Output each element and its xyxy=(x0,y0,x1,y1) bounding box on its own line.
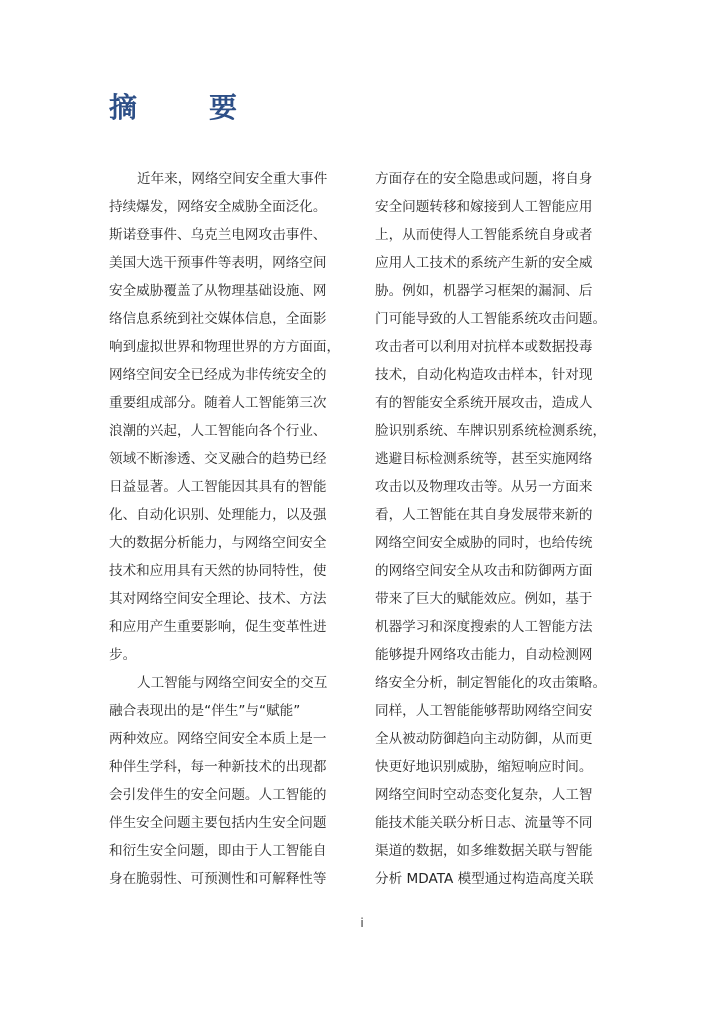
text-line: 攻击以及物理攻击等。从另一方面来 xyxy=(375,479,593,495)
text-line: 渠道的数据，如多维数据关联与智能 xyxy=(375,843,593,859)
page-title: 摘 要 xyxy=(109,91,260,124)
text-line: 和应用产生重要影响，促生变革性进 xyxy=(109,619,327,635)
text-line: 步。 xyxy=(109,647,137,663)
text-line: 日益显著。人工智能因其具有的智能 xyxy=(109,479,327,495)
text-line: 能技术能关联分析日志、流量等不同 xyxy=(375,815,593,831)
text-line: 化、自动化识别、处理能力，以及强 xyxy=(109,507,327,523)
text-line: 伴生安全问题主要包括内生安全问题 xyxy=(109,815,327,831)
text-line: 网络空间安全威胁的同时，也给传统 xyxy=(375,535,593,551)
left-column xyxy=(109,165,352,893)
text-line: 安全问题转移和嫁接到人工智能应用 xyxy=(375,199,593,215)
text-line: 技术和应用具有天然的协同特性，使 xyxy=(109,563,327,579)
text-line: 快更好地识别威胁，缩短响应时间。 xyxy=(375,759,593,775)
text-line: 门可能导致的人工智能系统攻击问题。 xyxy=(375,311,607,327)
text-line: 美国大选干预事件等表明，网络空间 xyxy=(109,255,327,271)
text-line: 胁。例如，机器学习框架的漏洞、后 xyxy=(375,283,593,299)
text-line: 脸识别系统、车牌识别系统检测系统， xyxy=(375,423,607,439)
text-line: 应用人工技术的系统产生新的安全威 xyxy=(375,255,593,271)
text-line: 身在脆弱性、可预测性和可解释性等 xyxy=(109,871,327,887)
page-number: i xyxy=(360,916,364,930)
text-line: 能够提升网络攻击能力，自动检测网 xyxy=(375,647,593,663)
text-line: 持续爆发，网络安全威胁全面泛化。 xyxy=(109,199,327,215)
text-line: 攻击者可以利用对抗样本或数据投毒 xyxy=(375,339,593,355)
text-line: 两种效应。网络空间安全本质上是一 xyxy=(109,731,327,747)
text-line: 和衍生安全问题，即由于人工智能自 xyxy=(109,843,327,859)
text-line: 会引发伴生的安全问题。人工智能的 xyxy=(109,787,327,803)
text-line: 种伴生学科，每一种新技术的出现都 xyxy=(109,759,327,775)
text-line: 浪潮的兴起，人工智能向各个行业、 xyxy=(109,423,327,439)
text-line: 方面存在的安全隐患或问题，将自身 xyxy=(375,171,593,187)
text-line: 大的数据分析能力，与网络空间安全 xyxy=(109,535,327,551)
text-line: 络信息系统到社交媒体信息，全面影 xyxy=(109,311,327,327)
text-line: 融合表现出的是“伴生”与“赋能” xyxy=(109,703,301,719)
text-line: 安全威胁覆盖了从物理基础设施、网 xyxy=(109,283,327,299)
text-line: 其对网络空间安全理论、技术、方法 xyxy=(109,591,327,607)
text-line: 领域不断渗透、交叉融合的趋势已经 xyxy=(109,451,327,467)
text-line: 全从被动防御趋向主动防御，从而更 xyxy=(375,731,593,747)
right-column xyxy=(375,165,618,893)
text-line: 人工智能与网络空间安全的交互 xyxy=(137,675,328,691)
text-line: 重要组成部分。随着人工智能第三次 xyxy=(109,395,327,411)
text-line: 有的智能安全系统开展攻击，造成人 xyxy=(375,395,593,411)
text-line: 斯诺登事件、乌克兰电网攻击事件、 xyxy=(109,227,327,243)
text-line: 带来了巨大的赋能效应。例如，基于 xyxy=(375,591,593,607)
text-line: 机器学习和深度搜索的人工智能方法 xyxy=(375,619,593,635)
text-line: 上，从而使得人工智能系统自身或者 xyxy=(375,227,593,243)
text-line: 络安全分析，制定智能化的攻击策略。 xyxy=(375,675,607,691)
text-line: 看，人工智能在其自身发展带来新的 xyxy=(375,507,593,523)
text-line: 逃避目标检测系统等，甚至实施网络 xyxy=(375,451,593,467)
text-line: 分析 MDATA 模型通过构造高度关联 xyxy=(375,871,594,887)
text-line: 网络空间时空动态变化复杂，人工智 xyxy=(375,787,593,803)
text-line: 响到虚拟世界和物理世界的方方面面， xyxy=(109,339,341,355)
text-line: 同样，人工智能能够帮助网络空间安 xyxy=(375,703,593,719)
text-line: 近年来，网络空间安全重大事件 xyxy=(137,171,328,187)
text-line: 网络空间安全已经成为非传统安全的 xyxy=(109,367,327,383)
text-line: 技术，自动化构造攻击样本，针对现 xyxy=(375,367,593,383)
text-line: 的网络空间安全从攻击和防御两方面 xyxy=(375,563,593,579)
